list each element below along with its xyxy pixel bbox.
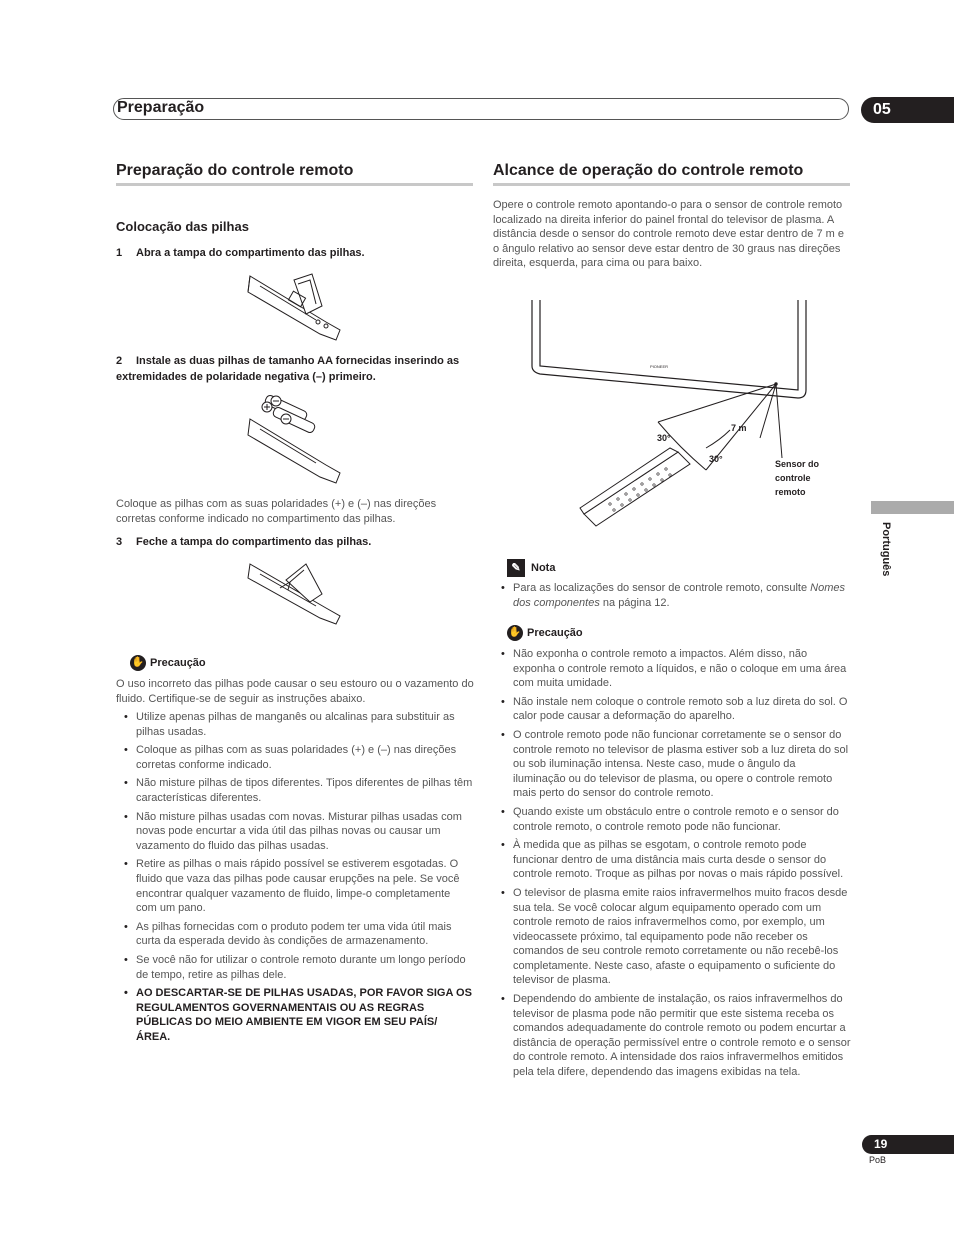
right-caution-list <box>493 647 851 1084</box>
disposal-warning-item <box>116 986 474 1044</box>
left-heading-rule <box>116 183 473 186</box>
remote-open-cover-illustration <box>246 270 346 345</box>
bullet: • <box>124 987 128 1000</box>
caution-item-text: O televisor de plasma emite raios infravermelhos muito fracos desde sua tela. Se você colocar algum equipamento operado com um controle remoto de raios infravermelhos como, por exemplo, um videocassete próximo, tal equipamento pode não receber os comandos de seu controle remoto corretamente ou não recebê-los completamente. Neste caso, afaste o equipamento o suficiente do televisor de plasma. <box>513 886 848 987</box>
bullet: • <box>124 858 128 871</box>
caution-list-item <box>493 838 851 882</box>
sensor-label-line1: Sensor do <box>775 459 820 469</box>
caution-list-item <box>493 647 851 691</box>
bullet: • <box>124 777 128 790</box>
caution-item-text: Não instale nem coloque o controle remoto sob a luz direta do sol. O calor pode causar a deformação do aparelho. <box>513 695 848 723</box>
angle-label-left: 30° <box>657 433 671 443</box>
bullet: • <box>124 711 128 723</box>
caution-list-item <box>493 886 851 988</box>
step-2-number: 2 <box>116 355 123 367</box>
caution-list-item <box>116 920 474 949</box>
caution-item-text: O controle remoto pode não funcionar corretamente se o sensor do controle remoto no televisor de plasma estiver sob a luz direta do sol ou sob iluminação intensa. Neste caso, mude o ângulo da iluminação ou do televisor de plasma, ou opere o controle remoto mais perto do sensor do controle remoto. <box>513 728 849 800</box>
step-1-number: 1 <box>116 247 123 259</box>
right-heading-rule <box>493 183 850 186</box>
caution-list-item <box>116 776 474 805</box>
bullet: • <box>124 744 128 757</box>
range-intro: Opere o controle remoto apontando-o para o sensor de controle remoto localizado na direita inferior do painel frontal do televisor de plasma. A distância desde o sensor do controle remoto deve estar dentro de 7 m e o ângulo relativo ao sensor deve estar dentro de 30 graus nas direções direita, esquerda, para cima ou para baixo. <box>493 199 844 270</box>
remote-close-cover-illustration <box>246 560 346 625</box>
caution-item-text: Não exponha o controle remoto a impactos. Além disso, não exponha o controle remoto a líquidos, e não o coloque em uma área com muita umidade. <box>513 648 847 690</box>
caution-list-item <box>493 728 851 801</box>
sensor-label <box>775 457 819 499</box>
batteries-subheading: Colocação das pilhas <box>116 219 249 234</box>
step-3-text: Feche a tampa do compartimento das pilhas. <box>136 536 372 548</box>
bullet: • <box>124 810 128 823</box>
bullet: • <box>124 953 128 966</box>
step-1-text: Abra a tampa do compartimento das pilhas. <box>136 247 365 259</box>
caution-item-text: Utilize apenas pilhas de manganês ou alcalinas para substituir as pilhas usadas. <box>136 711 455 738</box>
bullet: • <box>501 695 505 708</box>
caution-list-item <box>116 710 474 739</box>
note-item: • Para as localizações do sensor de controle remoto, consulte Nomes dos componentes na página 12. <box>501 582 846 609</box>
caution-list-item <box>116 953 474 982</box>
language-label: Português <box>880 522 892 577</box>
caution-list-item <box>116 743 474 772</box>
right-caution-title: Precaução <box>527 626 583 639</box>
chapter-number: 05 <box>861 97 954 123</box>
note-title: Nota <box>531 561 556 574</box>
caution-hand-icon: ✋ <box>130 655 146 671</box>
caution-list-item <box>493 695 851 724</box>
caution-item-text: Quando existe um obstáculo entre o controle remoto e o sensor do controle remoto, o controle remoto pode não funcionar. <box>513 805 839 833</box>
left-heading: Preparação do controle remoto <box>116 162 354 179</box>
note-heading <box>507 559 555 577</box>
bullet: • <box>501 805 505 818</box>
bullet: • <box>501 728 505 741</box>
page-number: 19 <box>862 1135 954 1154</box>
bullet: • <box>124 920 128 933</box>
left-caution-heading <box>130 655 206 671</box>
step-2-text: Instale as duas pilhas de tamanho AA fornecidas inserindo as extremidades de polaridade negativa (–) primeiro. <box>116 355 460 383</box>
note-prefix: Para as localizações do sensor de controle remoto, consulte <box>513 582 811 594</box>
step-3-number: 3 <box>116 536 123 548</box>
disposal-warning-text: AO DESCARTAR-SE DE PILHAS USADAS, POR FAVOR SIGA OS REGULAMENTOS GOVERNAMENTAIS OU AS REGRAS PÚBLICAS DO MEIO AMBIENTE EM VIGOR EM SEU PAÍS/ ÁREA. <box>136 987 472 1043</box>
note-suffix: na página 12. <box>599 596 670 609</box>
right-caution-heading <box>507 625 583 641</box>
bullet: • <box>501 886 505 899</box>
remote-insert-batteries-illustration <box>246 393 346 488</box>
left-caution-list <box>116 710 474 1048</box>
language-tab <box>871 501 954 514</box>
caution-list-item <box>493 805 851 834</box>
caution-item-text: Não misture pilhas usadas com novas. Misturar pilhas usadas com novas pode encurtar a vida útil das pilhas novas ou causar um vazamento do fluido das pilhas usadas. <box>136 810 462 852</box>
caution-list-item <box>116 810 474 854</box>
sensor-label-line3: remoto <box>775 487 806 497</box>
right-heading: Alcance de operação do controle remoto <box>493 162 804 179</box>
pencil-note-icon: ✎ <box>507 559 525 577</box>
page-code: PoB <box>869 1155 887 1165</box>
svg-text:PIONEER: PIONEER <box>650 364 669 369</box>
caution-list-item <box>493 992 851 1080</box>
header-bar <box>113 98 849 120</box>
bullet: • <box>501 648 505 660</box>
caution-hand-icon: ✋ <box>507 625 523 641</box>
step-3 <box>116 534 473 550</box>
step-1 <box>116 245 473 261</box>
angle-label-right: 30° <box>709 454 723 464</box>
caution-list-item <box>116 857 474 915</box>
section-title: Preparação <box>117 99 205 116</box>
bullet: • <box>501 993 505 1006</box>
left-caution-intro: O uso incorreto das pilhas pode causar o seu estouro ou o vazamento do fluido. Certifique-se de seguir as instruções abaixo. <box>116 678 474 705</box>
caution-item-text: À medida que as pilhas se esgotam, o controle remoto pode funcionar dentro de uma distância mais curta desde o sensor do controle remoto. Troque as pilhas por novas o mais rápido possível. <box>513 839 844 881</box>
bullet: • <box>501 839 505 852</box>
caution-item-text: Se você não for utilizar o controle remoto durante um longo período de tempo, retire as pilhas dele. <box>136 953 466 981</box>
distance-label: 7 m <box>731 423 747 433</box>
caution-item-text: Dependendo do ambiente de instalação, os raios infravermelhos do televisor de plasma pode não permitir que este sistema receba os comandos adequadamente do controle remoto ou podem encurtar a distância de operação permissível entre o controle remoto e o sensor do controle remoto. A intensidade dos raios infravermelhos emitidos pela tela difere, dependendo das imagens exibidas na tela. <box>513 993 851 1079</box>
caution-item-text: Coloque as pilhas com as suas polaridades (+) e (–) nas direções corretas conforme indicado. <box>136 744 457 771</box>
polarity-text: Coloque as pilhas com as suas polaridades (+) e (–) nas direções corretas conforme indicado no compartimento das pilhas. <box>116 498 437 525</box>
left-caution-title: Precaução <box>150 656 206 669</box>
caution-item-text: Retire as pilhas o mais rápido possível se estiverem esgotadas. O fluido que vaza das pilhas pode causar erupções na pele. Se você encontrar qualquer vazamento de fluido, limpe-o completamente com um pano. <box>136 858 460 915</box>
note-italic-ref: Nomes dos componentes <box>513 582 846 609</box>
sensor-label-line2: controle <box>775 473 811 483</box>
step-2 <box>116 353 473 385</box>
caution-item-text: Não misture pilhas de tipos diferentes. Tipos diferentes de pilhas têm características diferentes. <box>136 777 473 804</box>
note-list <box>493 581 851 614</box>
caution-item-text: As pilhas fornecidas com o produto podem ter uma vida útil mais curta da esperada devido às condições de armazenamento. <box>136 920 452 948</box>
